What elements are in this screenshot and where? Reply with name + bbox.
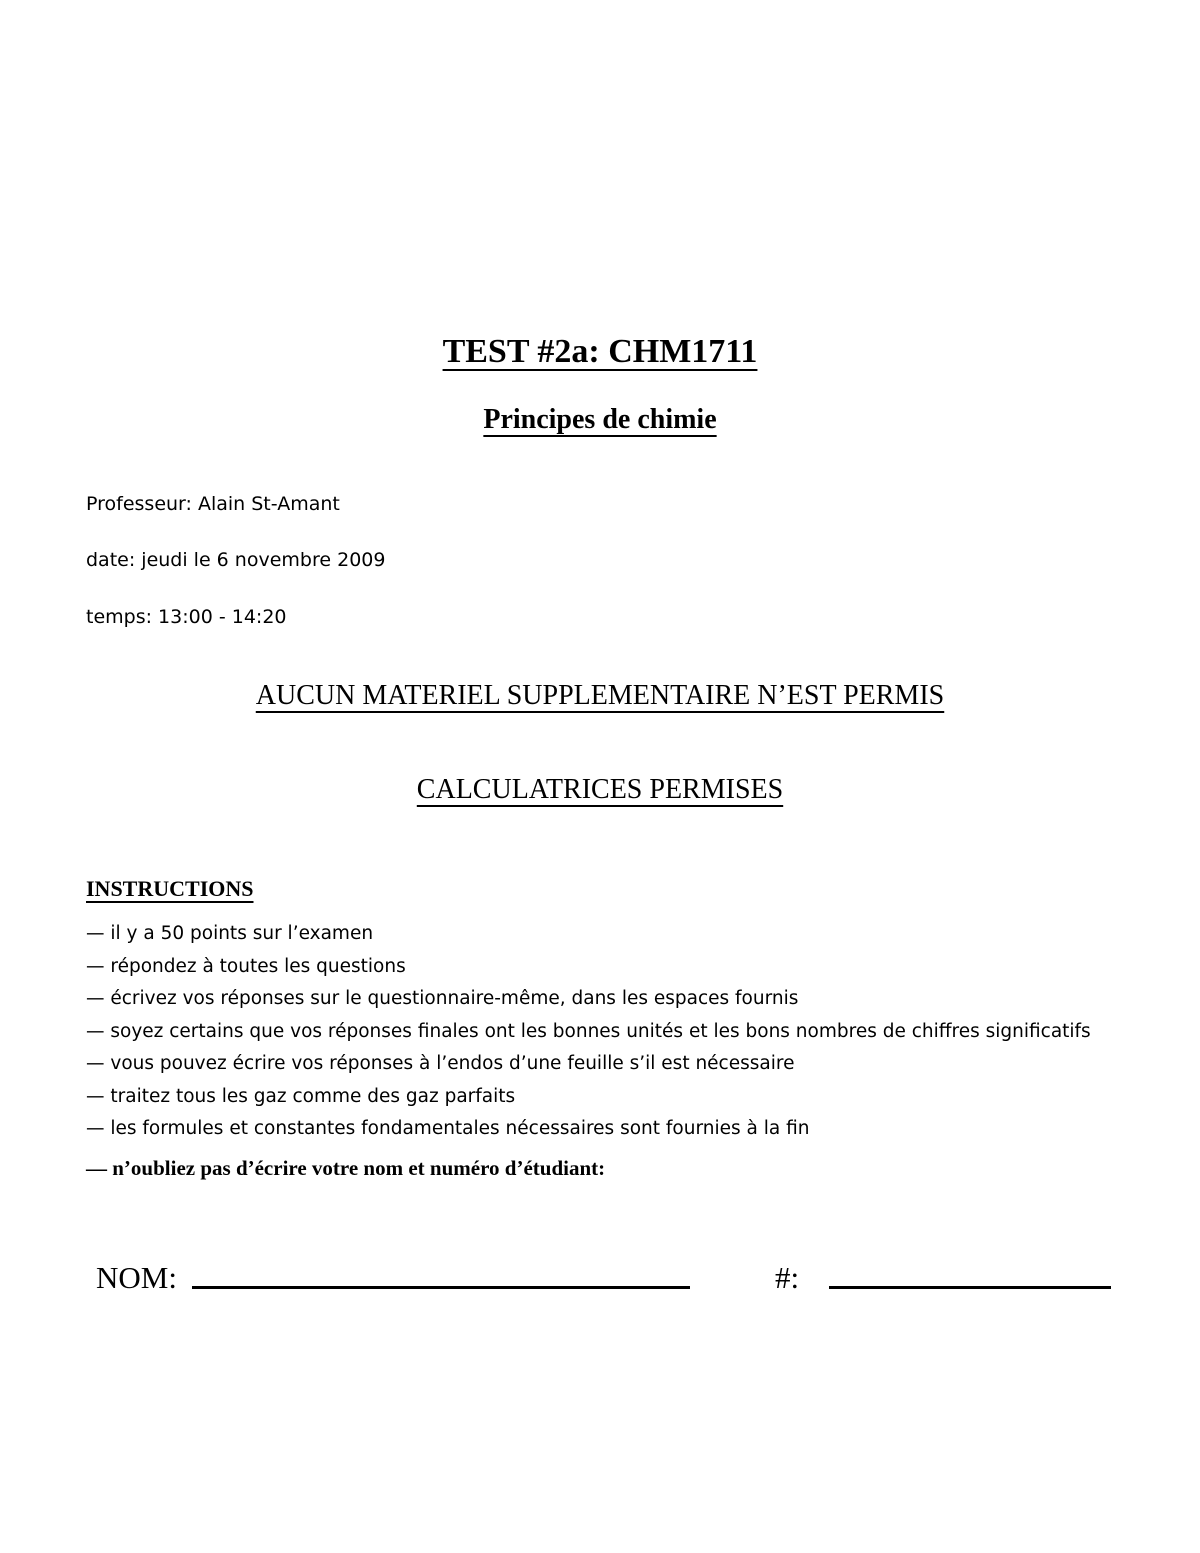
- no-material-banner-text: AUCUN MATERIEL SUPPLEMENTAIRE N’EST PERMIS: [255, 680, 945, 711]
- student-number-line[interactable]: [829, 1286, 1111, 1289]
- page-subtitle-text: Principes de chimie: [483, 404, 717, 435]
- instruction-item: — il y a 50 points sur l’examen: [86, 923, 374, 944]
- instruction-item: — vous pouvez écrire vos réponses à l’endos d’une feuille s’il est nécessaire: [86, 1053, 795, 1074]
- instruction-item: — écrivez vos réponses sur le questionnaire-même, dans les espaces fournis: [86, 988, 799, 1009]
- instruction-item: — traitez tous les gaz comme des gaz parfaits: [86, 1085, 516, 1107]
- instructions-heading: INSTRUCTIONS: [86, 876, 254, 901]
- page-title-text: TEST #2a: CHM1711: [442, 333, 758, 370]
- name-field-label: NOM:: [96, 1260, 177, 1295]
- date-line: date: jeudi le 6 novembre 2009: [86, 549, 386, 571]
- calculators-banner-text: CALCULATRICES PERMISES: [416, 774, 784, 805]
- instruction-item: — soyez certains que vos réponses finales ont les bonnes unités et les bons nombres de chiffres significatifs: [86, 1020, 1091, 1042]
- time-line: temps: 13:00 - 14:20: [86, 606, 287, 628]
- instruction-final-reminder: — n’oubliez pas d’écrire votre nom et numéro d’étudiant:: [86, 1156, 606, 1180]
- page-subtitle: [0, 402, 1200, 438]
- student-number-label: #:: [775, 1260, 800, 1295]
- instruction-item: — répondez à toutes les questions: [86, 955, 406, 977]
- instruction-item: — les formules et constantes fondamentales nécessaires sont fournies à la fin: [86, 1118, 810, 1139]
- page-title: [0, 330, 1200, 374]
- name-field-line[interactable]: [192, 1286, 690, 1289]
- no-material-banner: [0, 678, 1200, 714]
- instructions-list: [86, 918, 1186, 1146]
- calculators-banner: [0, 772, 1200, 808]
- professor-line: Professeur: Alain St-Amant: [86, 493, 340, 515]
